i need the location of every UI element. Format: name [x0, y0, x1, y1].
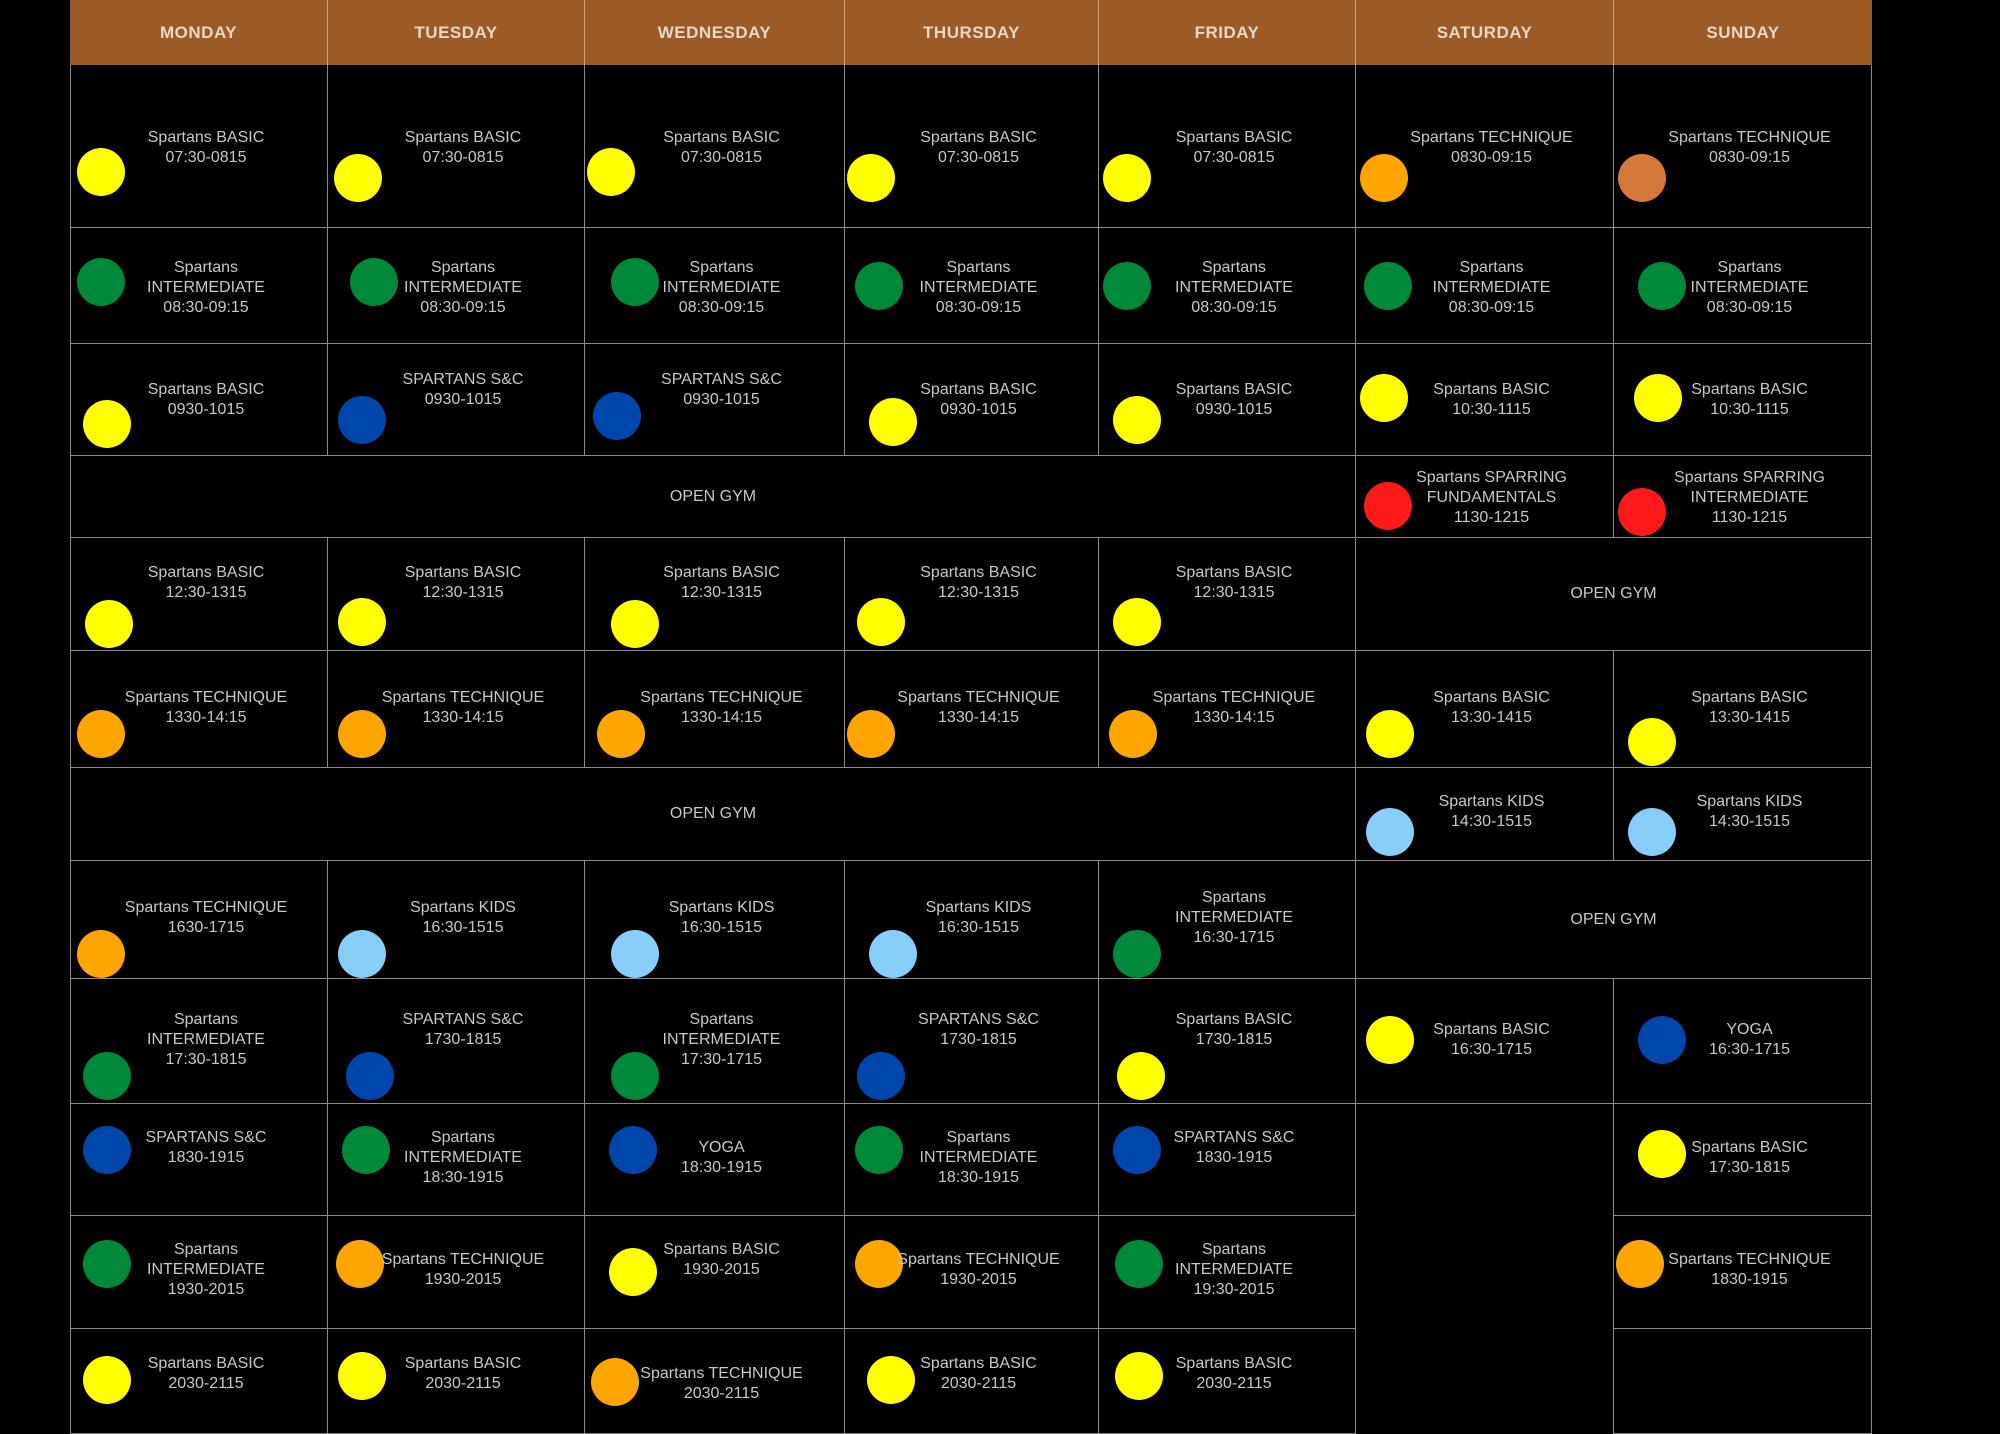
class-label: Spartans BASIC 2030-2115: [1175, 1355, 1293, 1392]
class-cell-r6-fri: [1099, 651, 1356, 768]
class-cell-r2-mon: [70, 228, 328, 344]
class-cell-r5-thu: [845, 538, 1099, 651]
class-label: Spartans INTERMEDIATE 08:30-09:15: [1690, 259, 1809, 316]
class-cell-r6-tue: [328, 651, 585, 768]
class-cell-r8-wed: [585, 861, 845, 979]
class-cell-r11-tue: [328, 1216, 585, 1329]
class-cell-r10-fri: [1099, 1104, 1356, 1216]
class-label: Spartans INTERMEDIATE 19:30-2015: [1175, 1241, 1293, 1298]
class-cell-r6-mon: [70, 651, 328, 768]
class-cell-r2-sat: [1356, 228, 1614, 344]
class-label: Spartans INTERMEDIATE 17:30-1715: [662, 1011, 781, 1068]
class-label: Spartans TECHNIQUE 2030-2115: [640, 1365, 803, 1402]
class-label: Spartans TECHNIQUE 1330-14:15: [640, 689, 803, 726]
class-color-dot-icon: [857, 1052, 905, 1100]
class-color-dot-icon: [857, 598, 905, 646]
class-cell-r8-thu: [845, 861, 1099, 979]
class-label: Spartans INTERMEDIATE 08:30-09:15: [147, 259, 265, 316]
class-label: Spartans INTERMEDIATE 1930-2015: [147, 1241, 265, 1298]
class-label: Spartans TECHNIQUE 1330-14:15: [124, 689, 288, 726]
class-label: SPARTANS S&C 1730-1815: [402, 1011, 524, 1048]
class-cell-r7-sun: [1614, 768, 1872, 861]
class-cell-r2-sun: [1614, 228, 1872, 344]
class-label: SPARTANS S&C 1830-1915: [145, 1129, 267, 1166]
class-label: Spartans SPARRING INTERMEDIATE 1130-1215: [1674, 469, 1825, 526]
weekly-timetable: [70, 0, 1872, 1414]
class-label: Spartans BASIC 16:30-1715: [1433, 1021, 1550, 1058]
class-cell-r4-sat: [1356, 456, 1614, 538]
class-cell-r12-tue: [328, 1329, 585, 1434]
class-label: Spartans BASIC 10:30-1115: [1691, 381, 1808, 418]
class-cell-r1-tue: [328, 65, 585, 228]
class-color-dot-icon: [338, 598, 386, 646]
class-cell-r1-sat: [1356, 65, 1614, 228]
class-label: Spartans BASIC 12:30-1315: [1175, 564, 1293, 601]
class-cell-r5-tue: [328, 538, 585, 651]
class-label: Spartans BASIC 0930-1015: [147, 381, 265, 418]
class-label: YOGA 18:30-1915: [681, 1139, 762, 1176]
class-label: Spartans KIDS 16:30-1515: [668, 899, 775, 936]
class-cell-r6-thu: [845, 651, 1099, 768]
class-label: SPARTANS S&C 0930-1015: [661, 371, 782, 408]
class-label: Spartans INTERMEDIATE 08:30-09:15: [1175, 259, 1293, 316]
class-label: Spartans BASIC 12:30-1315: [663, 564, 780, 601]
class-cell-r5-wed: [585, 538, 845, 651]
class-label: Spartans INTERMEDIATE 08:30-09:15: [919, 259, 1038, 316]
class-label: Spartans BASIC 2030-2115: [404, 1355, 522, 1392]
class-label: Spartans TECHNIQUE 1330-14:15: [897, 689, 1060, 726]
class-cell-r5-fri: [1099, 538, 1356, 651]
class-label: Spartans TECHNIQUE 1930-2015: [897, 1251, 1060, 1288]
empty-cell-sunday-late: [1614, 1329, 1872, 1434]
class-label: Spartans BASIC 07:30-0815: [147, 129, 265, 166]
class-cell-r4-sun: [1614, 456, 1872, 538]
class-label: SPARTANS S&C 0930-1015: [402, 371, 524, 408]
class-label: Spartans BASIC 07:30-0815: [1175, 129, 1293, 166]
class-cell-r12-mon: [70, 1329, 328, 1434]
class-cell-r3-sun: [1614, 344, 1872, 456]
class-cell-r9-sun: [1614, 979, 1872, 1104]
class-cell-r12-fri: [1099, 1329, 1356, 1434]
day-header-saturday: SATURDAY: [1356, 0, 1614, 65]
class-cell-r1-thu: [845, 65, 1099, 228]
class-label: Spartans KIDS 16:30-1515: [410, 899, 516, 936]
class-label: Spartans KIDS 14:30-1515: [1438, 793, 1545, 830]
class-cell-r11-mon: [70, 1216, 328, 1329]
class-color-dot-icon: [1113, 598, 1161, 646]
day-header-friday: FRIDAY: [1099, 0, 1356, 65]
class-cell-r3-sat: [1356, 344, 1614, 456]
class-cell-r11-sun: [1614, 1216, 1872, 1329]
class-cell-r3-fri: [1099, 344, 1356, 456]
class-cell-r2-tue: [328, 228, 585, 344]
class-label: Spartans BASIC 12:30-1315: [920, 564, 1037, 601]
class-label: Spartans TECHNIQUE 1630-1715: [124, 899, 288, 936]
class-label: Spartans INTERMEDIATE 08:30-09:15: [1432, 259, 1551, 316]
class-cell-r1-mon: [70, 65, 328, 228]
class-cell-r10-tue: [328, 1104, 585, 1216]
class-label: Spartans BASIC 0930-1015: [920, 381, 1037, 418]
class-cell-r9-wed: [585, 979, 845, 1104]
class-label: Spartans BASIC 2030-2115: [147, 1355, 265, 1392]
class-label: Spartans INTERMEDIATE 16:30-1715: [1175, 889, 1293, 946]
class-label: Spartans TECHNIQUE 1330-14:15: [381, 689, 545, 726]
class-label: Spartans KIDS 16:30-1515: [925, 899, 1032, 936]
class-label: Spartans TECHNIQUE 1930-2015: [381, 1251, 545, 1288]
class-label: Spartans BASIC 1930-2015: [663, 1241, 780, 1278]
class-label: Spartans TECHNIQUE 1330-14:15: [1152, 689, 1316, 726]
class-label: Spartans BASIC 2030-2115: [920, 1355, 1037, 1392]
class-cell-r6-wed: [585, 651, 845, 768]
class-color-dot-icon: [1117, 1052, 1165, 1100]
class-cell-r11-wed: [585, 1216, 845, 1329]
class-cell-r12-thu: [845, 1329, 1099, 1434]
class-cell-r12-wed: [585, 1329, 845, 1434]
class-label: Spartans BASIC 07:30-0815: [920, 129, 1037, 166]
class-cell-r10-wed: [585, 1104, 845, 1216]
class-cell-r6-sun: [1614, 651, 1872, 768]
class-cell-r3-thu: [845, 344, 1099, 456]
class-cell-r8-tue: [328, 861, 585, 979]
class-label: Spartans BASIC 07:30-0815: [663, 129, 780, 166]
class-label: Spartans INTERMEDIATE 17:30-1815: [147, 1011, 265, 1068]
class-cell-r5-mon: [70, 538, 328, 651]
class-label: Spartans BASIC 10:30-1115: [1433, 381, 1550, 418]
class-cell-r2-fri: [1099, 228, 1356, 344]
class-label: Spartans TECHNIQUE 0830-09:15: [1668, 129, 1831, 166]
class-cell-r10-thu: [845, 1104, 1099, 1216]
class-label: Spartans INTERMEDIATE 08:30-09:15: [662, 259, 781, 316]
class-cell-r7-sat: [1356, 768, 1614, 861]
class-cell-r2-wed: [585, 228, 845, 344]
day-header-sunday: SUNDAY: [1614, 0, 1872, 65]
class-cell-r8-fri: [1099, 861, 1356, 979]
class-cell-r10-mon: [70, 1104, 328, 1216]
open-gym-weekday-afternoon: OPEN GYM: [70, 768, 1356, 861]
class-cell-r1-wed: [585, 65, 845, 228]
class-label: YOGA 16:30-1715: [1709, 1021, 1790, 1058]
class-label: Spartans TECHNIQUE 0830-09:15: [1410, 129, 1573, 166]
class-label: Spartans BASIC 12:30-1315: [147, 564, 265, 601]
class-label: Spartans TECHNIQUE 1830-1915: [1668, 1251, 1831, 1288]
class-label: Spartans KIDS 14:30-1515: [1696, 793, 1803, 830]
class-label: Spartans BASIC 17:30-1815: [1691, 1139, 1808, 1176]
class-cell-r9-mon: [70, 979, 328, 1104]
class-label: Spartans BASIC 0930-1015: [1175, 381, 1293, 418]
class-color-dot-icon: [346, 1052, 394, 1100]
class-cell-r2-thu: [845, 228, 1099, 344]
class-color-dot-icon: [85, 600, 133, 648]
class-label: Spartans INTERMEDIATE 18:30-1915: [404, 1129, 522, 1186]
class-cell-r3-mon: [70, 344, 328, 456]
class-cell-r9-tue: [328, 979, 585, 1104]
day-header-monday: MONDAY: [70, 0, 328, 65]
class-cell-r9-thu: [845, 979, 1099, 1104]
class-label: Spartans BASIC 13:30-1415: [1691, 689, 1808, 726]
class-label: Spartans BASIC 07:30-0815: [404, 129, 522, 166]
class-cell-r3-tue: [328, 344, 585, 456]
class-label: SPARTANS S&C 1830-1915: [1173, 1129, 1295, 1166]
class-label: Spartans INTERMEDIATE 18:30-1915: [919, 1129, 1038, 1186]
class-label: Spartans SPARRING FUNDAMENTALS 1130-1215: [1416, 469, 1567, 526]
class-cell-r6-sat: [1356, 651, 1614, 768]
day-header-thursday: THURSDAY: [845, 0, 1099, 65]
class-cell-r3-wed: [585, 344, 845, 456]
class-label: Spartans BASIC 12:30-1315: [404, 564, 522, 601]
class-cell-r1-fri: [1099, 65, 1356, 228]
class-label: SPARTANS S&C 1730-1815: [918, 1011, 1039, 1048]
open-gym-weekday-late-morning: OPEN GYM: [70, 456, 1356, 538]
class-cell-r11-thu: [845, 1216, 1099, 1329]
class-cell-r9-fri: [1099, 979, 1356, 1104]
class-cell-r1-sun: [1614, 65, 1872, 228]
day-header-wednesday: WEDNESDAY: [585, 0, 845, 65]
class-label: Spartans INTERMEDIATE 08:30-09:15: [404, 259, 522, 316]
day-header-tuesday: TUESDAY: [328, 0, 585, 65]
open-gym-weekend-afternoon: OPEN GYM: [1356, 861, 1872, 979]
class-cell-r8-mon: [70, 861, 328, 979]
class-cell-r9-sat: [1356, 979, 1614, 1104]
empty-cell-saturday-evening: [1356, 1104, 1614, 1434]
class-label: Spartans BASIC 1730-1815: [1175, 1011, 1293, 1048]
class-color-dot-icon: [611, 600, 659, 648]
class-label: Spartans BASIC 13:30-1415: [1433, 689, 1550, 726]
class-cell-r10-sun: [1614, 1104, 1872, 1216]
class-cell-r11-fri: [1099, 1216, 1356, 1329]
open-gym-weekend-midday: OPEN GYM: [1356, 538, 1872, 651]
